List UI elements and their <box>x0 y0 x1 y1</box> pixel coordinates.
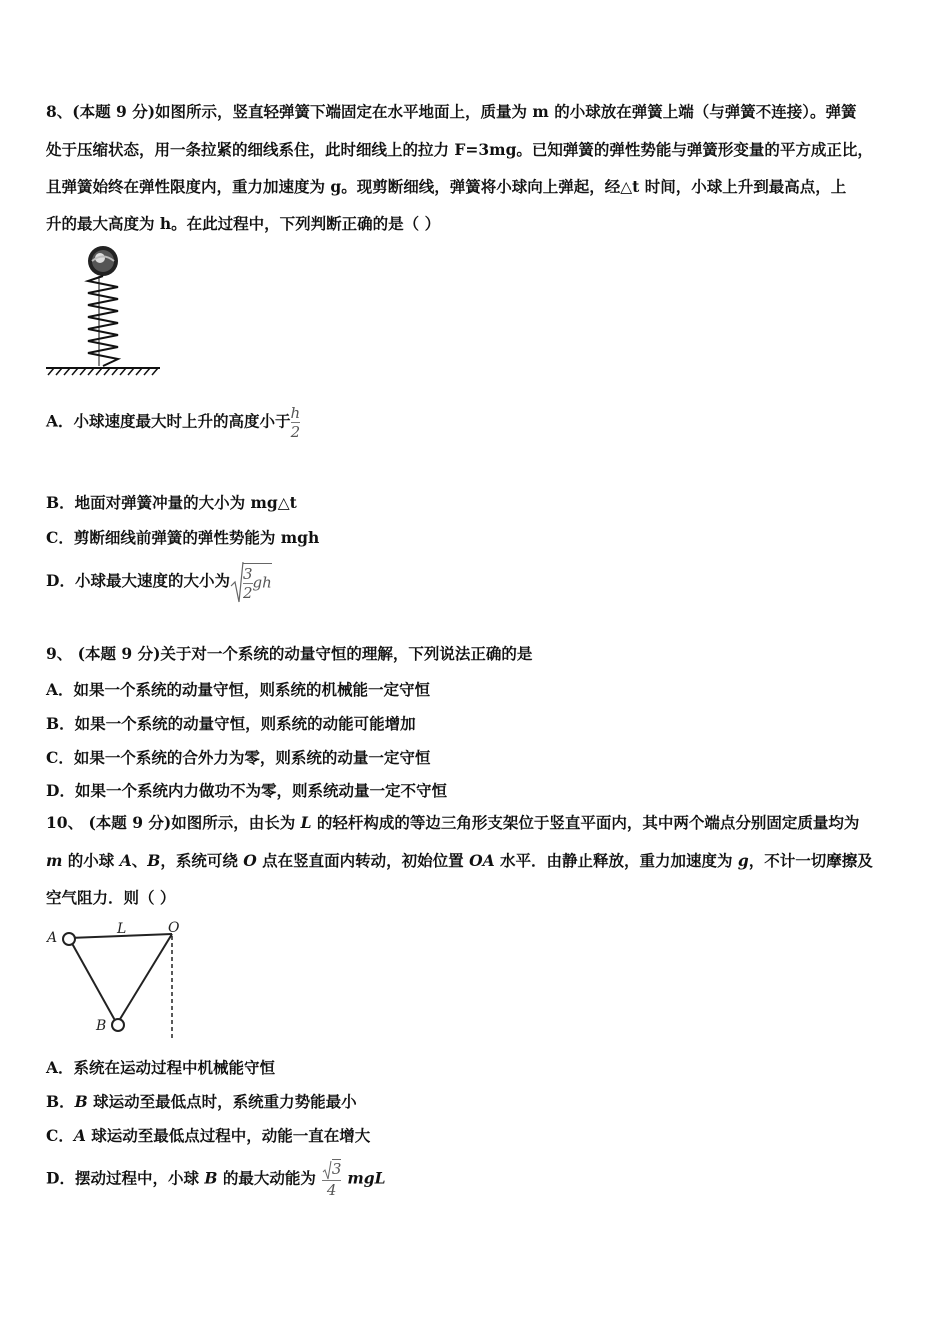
fig-label-l: L <box>117 921 127 937</box>
q10-stem-line-2: m 的小球 A、B，系统可绕 O 点在竖直面内转动，初始位置 OA 水平．由静止释放，重力加速度为 g，不计一切摩擦及 <box>46 851 873 870</box>
fig-label-o: O <box>168 920 180 936</box>
q10-option-c: C．A 球运动至最低点过程中，动能一直在增大 <box>46 1126 371 1145</box>
q8-option-a-text: A．小球速度最大时上升的高度小于 <box>46 411 291 431</box>
q9-option-a: A．如果一个系统的动量守恒，则系统的机械能一定守恒 <box>46 680 431 699</box>
q9-stem: 9、 (本题 9 分)关于对一个系统的动量守恒的理解，下列说法正确的是 <box>46 644 533 663</box>
q8-stem-line-1: 8、(本题 9 分)如图所示，竖直轻弹簧下端固定在水平地面上，质量为 m 的小球放在弹簧上端（与弹簧不连接）。弹簧 <box>46 102 857 121</box>
triangle-figure <box>44 918 194 1043</box>
q8-stem-line-3: 且弹簧始终在弹性限度内，重力加速度为 g。现剪断细线，弹簧将小球向上弹起，经△t 时间，小球上升到最高点，上 <box>46 177 847 196</box>
q8-option-d <box>46 560 272 604</box>
q8-option-c: C．剪断细线前弹簧的弹性势能为 mgh <box>46 528 320 547</box>
q10-option-d-fraction: $\frac{3}{4}$ <box>322 1160 342 1199</box>
sqrt-expression: $\frac{3}{2}$ gh <box>230 560 272 604</box>
fig-label-b: B <box>96 1018 107 1034</box>
q8-option-b: B．地面对弹簧冲量的大小为 mg△t <box>46 493 297 512</box>
q10-option-a: A．系统在运动过程中机械能守恒 <box>46 1058 276 1077</box>
fig-label-a: A <box>47 930 58 946</box>
q10-stem-line-3: 空气阻力．则（ ） <box>46 888 176 907</box>
q8-option-a <box>46 404 300 441</box>
q10-stem-line-1: 10、 (本题 9 分)如图所示，由长为 L 的轻杆构成的等边三角形支架位于竖直平面内，其中两个端点分别固定质量均为 <box>46 813 860 832</box>
q8-option-d-text: D．小球最大速度的大小为 <box>46 571 230 590</box>
q8-stem-line-4: 升的最大高度为 h。在此过程中，下列判断正确的是（ ） <box>46 214 441 233</box>
q9-option-b: B．如果一个系统的动量守恒，则系统的动能可能增加 <box>46 714 416 733</box>
q10-option-b: B．B 球运动至最低点时，系统重力势能最小 <box>46 1092 357 1111</box>
q8-stem-line-2: 处于压缩状态，用一条拉紧的细线系住，此时细线上的拉力 F=3mg。已知弹簧的弹性势能与弹簧形变量的平方成正比， <box>46 140 873 159</box>
q8-option-a-fraction: $\frac{h}{2}$ <box>290 404 301 441</box>
spring-figure <box>44 244 164 379</box>
q9-option-d: D．如果一个系统内力做功不为零，则系统动量一定不守恒 <box>46 781 447 800</box>
q10-option-d: D．摆动过程中，小球 B 的最大动能为 $\frac{3}{4}$ mgL <box>46 1160 386 1199</box>
q9-option-c: C．如果一个系统的合外力为零，则系统的动量一定守恒 <box>46 748 431 767</box>
